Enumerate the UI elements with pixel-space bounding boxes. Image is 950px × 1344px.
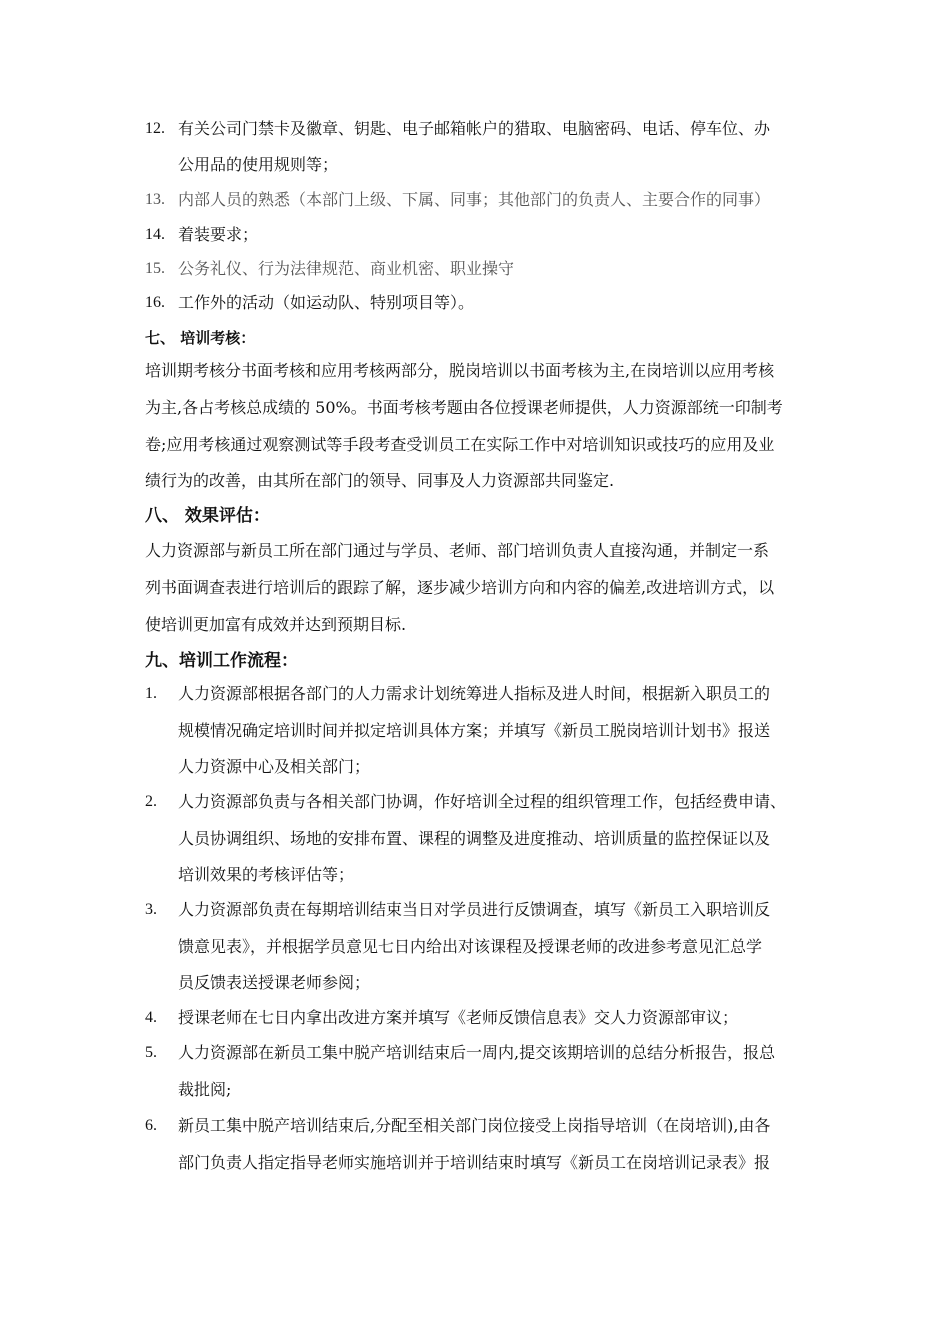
list-item-text: 内部人员的熟悉（本部门上级、下属、同事；其他部门的负责人、主要合作的同事） (178, 190, 771, 209)
section-heading: 九、培训工作流程： (145, 651, 298, 671)
list-item-number: 13. (145, 191, 165, 208)
list-item-text: 公用品的使用规则等； (178, 155, 339, 174)
paragraph-line: 使培训更加富有成效并达到预期目标. (145, 615, 407, 634)
list-item-number: 1. (145, 685, 157, 702)
paragraph-line: 绩行为的改善，由其所在部门的领导、同事及人力资源部共同鉴定. (145, 471, 615, 490)
list-item-number: 16. (145, 294, 165, 311)
list-item-text: 工作外的活动（如运动队、特别项目等）。 (178, 293, 475, 312)
paragraph-line: 为主,各占考核总成绩的 50%。书面考核考题由各位授课老师提供，人力资源部统一印制考 (145, 398, 783, 417)
list-item-text: 着装要求； (178, 225, 259, 244)
list-item-text: 人力资源部根据各部门的人力需求计划统筹进人指标及进人时间，根据新入职员工的 (178, 684, 771, 703)
list-item-number: 3. (145, 901, 157, 918)
list-item-text: 规模情况确定培训时间并拟定培训具体方案；并填写《新员工脱岗培训计划书》报送 (178, 721, 771, 740)
section-heading: 七、 培训考核： (145, 329, 256, 347)
list-item-number: 4. (145, 1009, 157, 1026)
list-item-text: 公务礼仪、行为法律规范、商业机密、职业操守 (178, 259, 515, 278)
list-item-text: 部门负责人指定指导老师实施培训并于培训结束时填写《新员工在岗培训记录表》报 (178, 1153, 771, 1172)
paragraph-line: 列书面调查表进行培训后的跟踪了解，逐步减少培训方向和内容的偏差,改进培训方式，以 (145, 578, 775, 597)
list-item-number: 12. (145, 120, 165, 137)
list-item-number: 14. (145, 226, 165, 243)
paragraph-line: 人力资源部与新员工所在部门通过与学员、老师、部门培训负责人直接沟通，并制定一系 (145, 541, 770, 560)
list-item-text: 培训效果的考核评估等； (178, 865, 355, 884)
list-item-text: 授课老师在七日内拿出改进方案并填写《老师反馈信息表》交人力资源部审议； (178, 1008, 739, 1027)
list-item-text: 馈意见表》，并根据学员意见七日内给出对该课程及授课老师的改进参考意见汇总学 (178, 937, 763, 956)
list-item-text: 有关公司门禁卡及徽章、钥匙、电子邮箱帐户的猎取、电脑密码、电话、停车位、办 (178, 119, 771, 138)
list-item-text: 人力资源部负责在每期培训结束当日对学员进行反馈调查，填写《新员工入职培训反 (178, 900, 771, 919)
section-heading: 八、 效果评估： (145, 506, 270, 526)
list-item-number: 5. (145, 1044, 157, 1061)
list-item-number: 6. (145, 1117, 157, 1134)
list-item-text: 人员协调组织、场地的安排布置、课程的调整及进度推动、培训质量的监控保证以及 (178, 829, 771, 848)
list-item-number: 2. (145, 793, 157, 810)
list-item-number: 15. (145, 260, 165, 277)
list-item-text: 人力资源部在新员工集中脱产培训结束后一周内,提交该期培训的总结分析报告，报总 (178, 1043, 776, 1062)
list-item-text: 人力资源部负责与各相关部门协调，作好培训全过程的组织管理工作，包括经费申请、 (178, 792, 787, 811)
list-item-text: 人力资源中心及相关部门； (178, 757, 371, 776)
list-item-text: 新员工集中脱产培训结束后,分配至相关部门岗位接受上岗指导培训（在岗培训),由各 (178, 1116, 771, 1135)
paragraph-line: 培训期考核分书面考核和应用考核两部分，脱岗培训以书面考核为主,在岗培训以应用考核 (145, 361, 775, 380)
list-item-text: 员反馈表送授课老师参阅； (178, 973, 371, 992)
list-item-text: 裁批阅; (178, 1080, 232, 1099)
paragraph-line: 卷;应用考核通过观察测试等手段考查受训员工在实际工作中对培训知识或技巧的应用及业 (145, 435, 775, 454)
